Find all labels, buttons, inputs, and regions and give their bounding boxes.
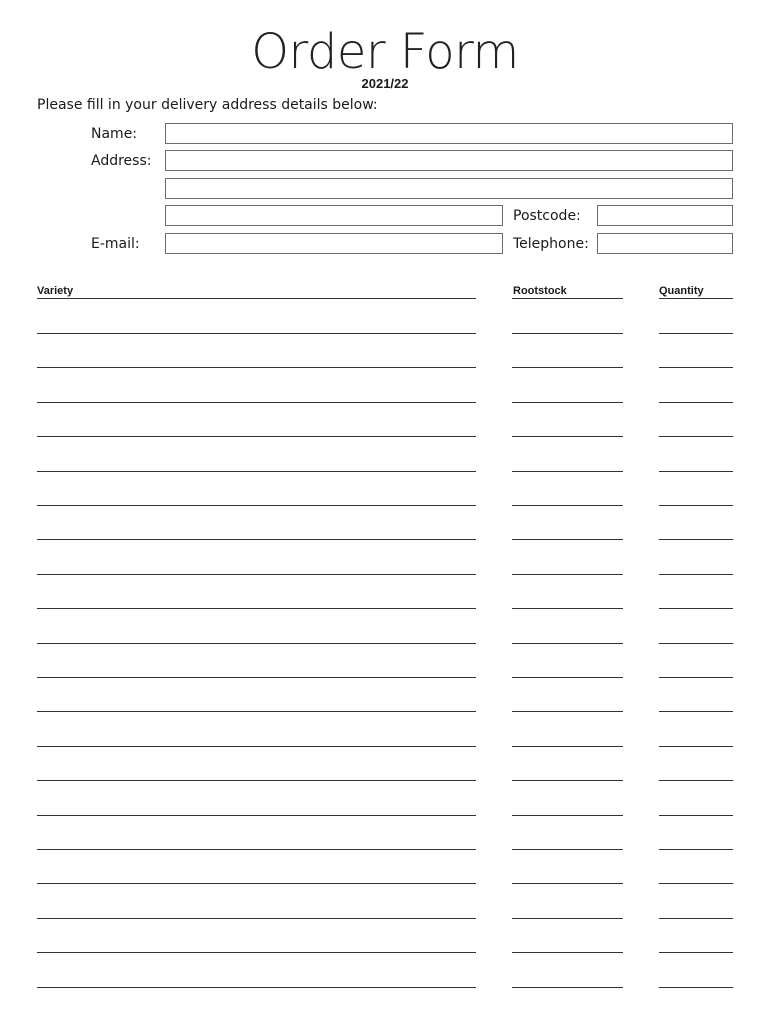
telephone-field[interactable]	[597, 233, 733, 254]
rootstock-entry-line[interactable]	[512, 677, 623, 678]
quantity-entry-line[interactable]	[659, 471, 733, 472]
telephone-label: Telephone:	[513, 236, 589, 252]
quantity-entry-line[interactable]	[659, 780, 733, 781]
variety-entry-line[interactable]	[37, 711, 476, 712]
rootstock-entry-line[interactable]	[512, 918, 623, 919]
form-year: 2021/22	[361, 76, 409, 91]
address-instructions: Please fill in your delivery address details below:	[37, 97, 378, 113]
variety-entry-line[interactable]	[37, 333, 476, 334]
rootstock-entry-line[interactable]	[512, 643, 623, 644]
rootstock-entry-line[interactable]	[512, 505, 623, 506]
variety-entry-line[interactable]	[37, 367, 476, 368]
variety-entry-line[interactable]	[37, 471, 476, 472]
quantity-entry-line[interactable]	[659, 574, 733, 575]
email-field[interactable]	[165, 233, 503, 254]
rootstock-entry-line[interactable]	[512, 711, 623, 712]
variety-entry-line[interactable]	[37, 436, 476, 437]
quantity-entry-line[interactable]	[659, 539, 733, 540]
variety-entry-line[interactable]	[37, 746, 476, 747]
rootstock-entry-line[interactable]	[512, 367, 623, 368]
rootstock-entry-line[interactable]	[512, 333, 623, 334]
email-label: E-mail:	[91, 236, 140, 252]
address-line2-field[interactable]	[165, 178, 733, 199]
variety-entry-line[interactable]	[37, 539, 476, 540]
quantity-entry-line[interactable]	[659, 643, 733, 644]
quantity-entry-line[interactable]	[659, 333, 733, 334]
variety-entry-line[interactable]	[37, 574, 476, 575]
page-title: Order Form	[251, 24, 519, 80]
quantity-entry-line[interactable]	[659, 367, 733, 368]
variety-entry-line[interactable]	[37, 780, 476, 781]
variety-entry-line[interactable]	[37, 952, 476, 953]
rootstock-entry-line[interactable]	[512, 746, 623, 747]
postcode-field[interactable]	[597, 205, 733, 226]
quantity-entry-line[interactable]	[659, 711, 733, 712]
quantity-entry-line[interactable]	[659, 436, 733, 437]
rootstock-entry-line[interactable]	[512, 608, 623, 609]
variety-entry-line[interactable]	[37, 987, 476, 988]
variety-entry-line[interactable]	[37, 918, 476, 919]
quantity-entry-line[interactable]	[659, 402, 733, 403]
rootstock-entry-line[interactable]	[512, 574, 623, 575]
name-label: Name:	[91, 126, 138, 142]
quantity-entry-line[interactable]	[659, 883, 733, 884]
quantity-entry-line[interactable]	[659, 746, 733, 747]
quantity-column-header: Quantity	[659, 285, 704, 297]
variety-entry-line[interactable]	[37, 815, 476, 816]
variety-entry-line[interactable]	[37, 505, 476, 506]
rootstock-header-rule	[512, 298, 623, 299]
postcode-label: Postcode:	[513, 208, 581, 224]
rootstock-entry-line[interactable]	[512, 815, 623, 816]
quantity-entry-line[interactable]	[659, 608, 733, 609]
quantity-entry-line[interactable]	[659, 987, 733, 988]
rootstock-entry-line[interactable]	[512, 402, 623, 403]
name-field[interactable]	[165, 123, 733, 144]
quantity-entry-line[interactable]	[659, 505, 733, 506]
quantity-entry-line[interactable]	[659, 952, 733, 953]
variety-entry-line[interactable]	[37, 608, 476, 609]
rootstock-entry-line[interactable]	[512, 780, 623, 781]
variety-entry-line[interactable]	[37, 883, 476, 884]
rootstock-column-header: Rootstock	[513, 285, 567, 297]
rootstock-entry-line[interactable]	[512, 883, 623, 884]
quantity-entry-line[interactable]	[659, 815, 733, 816]
variety-entry-line[interactable]	[37, 677, 476, 678]
rootstock-entry-line[interactable]	[512, 471, 623, 472]
variety-entry-line[interactable]	[37, 643, 476, 644]
address-line3-field[interactable]	[165, 205, 503, 226]
rootstock-entry-line[interactable]	[512, 539, 623, 540]
quantity-entry-line[interactable]	[659, 849, 733, 850]
rootstock-entry-line[interactable]	[512, 987, 623, 988]
variety-entry-line[interactable]	[37, 849, 476, 850]
variety-header-rule	[37, 298, 476, 299]
variety-entry-line[interactable]	[37, 402, 476, 403]
variety-column-header: Variety	[37, 285, 74, 297]
quantity-entry-line[interactable]	[659, 677, 733, 678]
rootstock-entry-line[interactable]	[512, 849, 623, 850]
rootstock-entry-line[interactable]	[512, 952, 623, 953]
address-label: Address:	[91, 153, 152, 169]
rootstock-entry-line[interactable]	[512, 436, 623, 437]
quantity-entry-line[interactable]	[659, 918, 733, 919]
quantity-header-rule	[659, 298, 733, 299]
address-line1-field[interactable]	[165, 150, 733, 171]
